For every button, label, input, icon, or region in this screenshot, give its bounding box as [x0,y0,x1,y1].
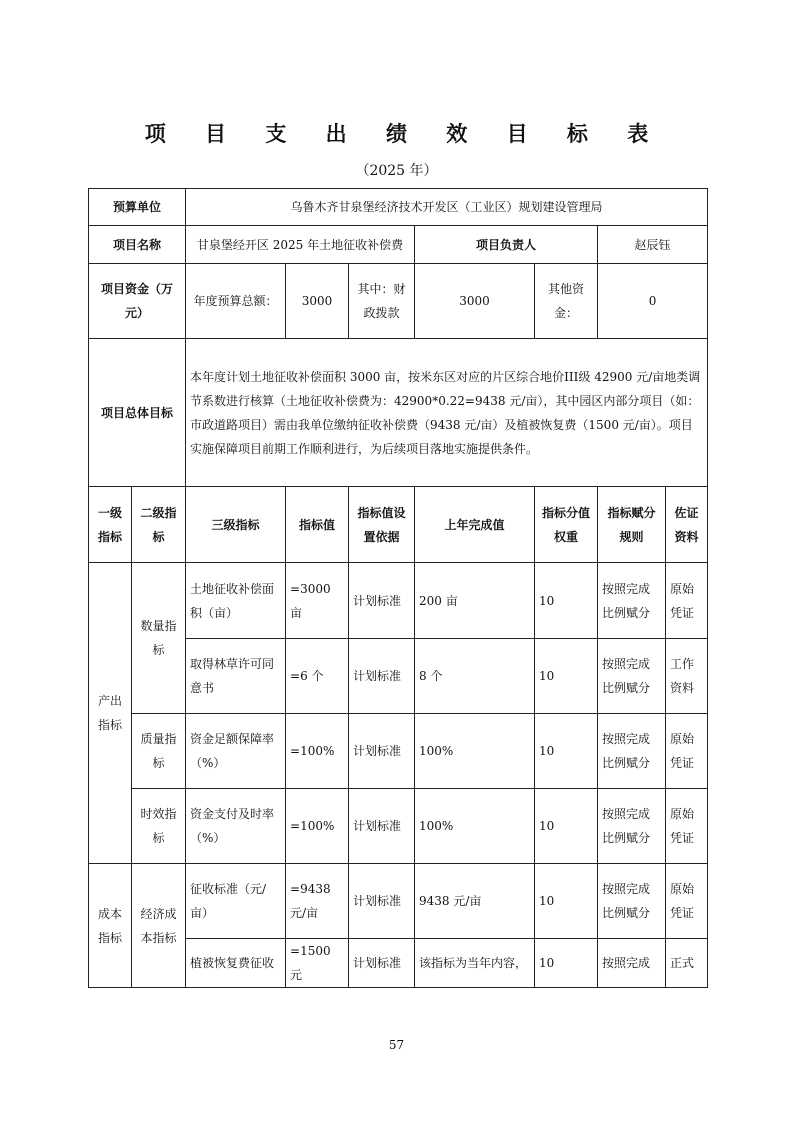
header-basis: 指标值设置依据 [349,487,415,563]
header-level3: 三级指标 [186,487,286,563]
row-evidence: 原始凭证 [666,789,708,864]
row-l3: 征收标准（元/亩） [186,864,286,939]
row-value: =3000 亩 [286,563,349,639]
unit-row [89,189,708,226]
row-value: =1500 元 [286,939,349,988]
row-l3: 取得林草许可同意书 [186,639,286,714]
row-evidence: 原始凭证 [666,864,708,939]
row-weight: 10 [535,714,598,789]
row-evidence: 工作资料 [666,639,708,714]
row-basis: 计划标准 [349,789,415,864]
row-l3: 植被恢复费征收 [186,939,286,988]
header-evidence: 佐证资料 [666,487,708,563]
header-value: 指标值 [286,487,349,563]
funds-total-value: 3000 [286,264,349,339]
row-rule: 按照完成比例赋分 [598,714,666,789]
row-rule: 按照完成比例赋分 [598,563,666,639]
table-row [89,563,708,639]
project-name-label: 项目名称 [89,226,186,264]
group-quantity: 数量指标 [132,563,186,714]
goal-label: 项目总体目标 [89,339,186,487]
row-last: 该指标为当年内容， [415,939,535,988]
group-cost: 成本指标 [89,864,132,988]
row-value: =100% [286,789,349,864]
row-rule: 按照完成 [598,939,666,988]
table-row [89,864,708,939]
row-last: 200 亩 [415,563,535,639]
header-level1: 一级指标 [89,487,132,563]
row-last: 100% [415,714,535,789]
page-subtitle: （2025 年） [355,163,438,179]
row-rule: 按照完成比例赋分 [598,639,666,714]
goal-row [89,339,708,487]
row-last: 9438 元/亩 [415,864,535,939]
group-economic-cost: 经济成本指标 [132,864,186,988]
funds-label: 项目资金（万元） [89,264,186,339]
row-value: =9438 元/亩 [286,864,349,939]
row-rule: 按照完成比例赋分 [598,864,666,939]
funds-row [89,264,708,339]
unit-value: 乌鲁木齐甘泉堡经济技术开发区（工业区）规划建设管理局 [186,189,708,226]
row-basis: 计划标准 [349,714,415,789]
header-rule: 指标赋分规则 [598,487,666,563]
table-row [89,789,708,864]
row-weight: 10 [535,939,598,988]
header-last-year: 上年完成值 [415,487,535,563]
funds-other-value: 0 [598,264,708,339]
group-output: 产出指标 [89,563,132,864]
unit-label: 预算单位 [89,189,186,226]
row-weight: 10 [535,789,598,864]
row-evidence: 正式 [666,939,708,988]
row-value: =6 个 [286,639,349,714]
project-name-value: 甘泉堡经开区 2025 年土地征收补偿费 [186,226,415,264]
row-evidence: 原始凭证 [666,563,708,639]
row-basis: 计划标准 [349,563,415,639]
row-basis: 计划标准 [349,939,415,988]
performance-table [88,188,708,988]
row-evidence: 原始凭证 [666,714,708,789]
row-last: 100% [415,789,535,864]
header-weight: 指标分值权重 [535,487,598,563]
row-last: 8 个 [415,639,535,714]
row-weight: 10 [535,639,598,714]
row-value: =100% [286,714,349,789]
row-rule: 按照完成比例赋分 [598,789,666,864]
project-row [89,226,708,264]
row-weight: 10 [535,864,598,939]
project-owner-label: 项目负责人 [415,226,598,264]
funds-total-label: 年度预算总额： [186,264,286,339]
row-basis: 计划标准 [349,864,415,939]
group-quality: 质量指标 [132,714,186,789]
page-title: 项 目 支 出 绩 效 目 标 表 [144,122,665,146]
header-row [89,487,708,563]
table-row [89,714,708,789]
funds-other-label: 其他资金： [535,264,598,339]
row-l3: 资金支付及时率（%） [186,789,286,864]
group-timeliness: 时效指标 [132,789,186,864]
row-basis: 计划标准 [349,639,415,714]
page-number: 57 [388,1038,405,1052]
project-owner-value: 赵辰钰 [598,226,708,264]
funds-fiscal-value: 3000 [415,264,535,339]
row-l3: 土地征收补偿面积（亩） [186,563,286,639]
row-l3: 资金足额保障率（%） [186,714,286,789]
funds-fiscal-label: 其中：财政拨款 [349,264,415,339]
row-weight: 10 [535,563,598,639]
header-level2: 二级指标 [132,487,186,563]
goal-text: 本年度计划土地征收补偿面积 3000 亩，按米东区对应的片区综合地价III级 42900 元/亩地类调节系数进行核算（土地征收补偿费为：42900*0.22=9438 元/亩），其中园区内部分项目（如：市政道路项目）需由我单位缴纳征收补偿费（9438 元/亩）及植被恢复费（1500 元/亩）。项目实施保障项目前期工作顺利进行，为后续项目落地实施提供条件。 [186,339,708,487]
